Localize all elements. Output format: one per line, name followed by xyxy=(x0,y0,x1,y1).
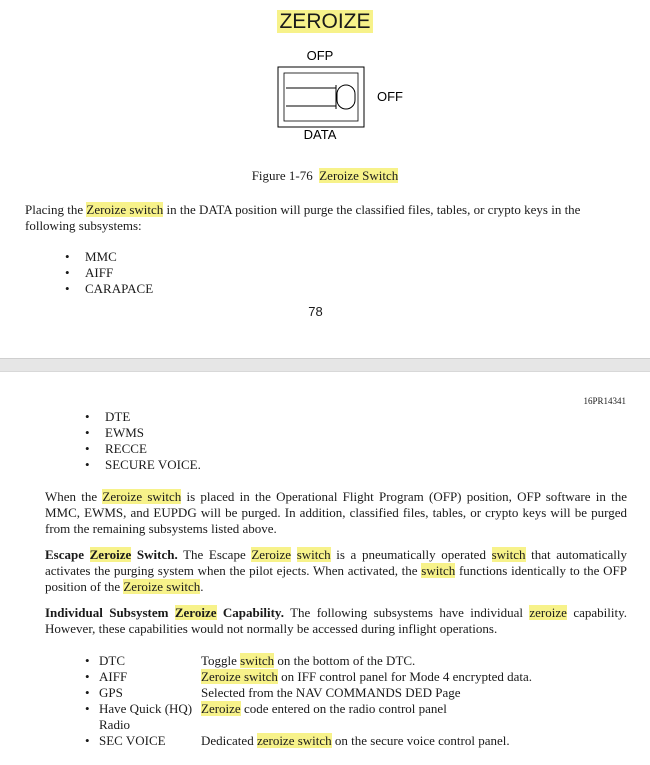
diagram-label-data: DATA xyxy=(303,127,337,142)
switch-lever xyxy=(337,85,355,109)
paragraph-individual-subsystem: Individual Subsystem Zeroize Capability. The following subsystems have individual zeroize capability. However, these capabilities would not normally be accessed during inflight operations. xyxy=(45,605,627,636)
table-row: • GPS Selected from the NAV COMMANDS DED Page xyxy=(85,685,630,701)
paragraph-ofp-position: When the Zeroize switch is placed in the Operational Flight Program (OFP) position, OFP software in the MMC, EWMS, and EUPDG will be purged. In addition, classified files, tables, or crypto keys will be purged from the remaining subsystems listed above. xyxy=(45,489,627,536)
list-item: • EWMS xyxy=(105,425,201,441)
section-heading: Escape Zeroize Switch. xyxy=(45,547,178,562)
figure-title-text: ZEROIZE xyxy=(279,10,371,33)
diagram-label-ofp: OFP xyxy=(306,48,334,63)
list-item: • DTE xyxy=(105,409,201,425)
page-number: 78 xyxy=(308,304,323,319)
diagram-label-off: OFF xyxy=(377,89,403,104)
subsystem-list-2 xyxy=(105,409,201,473)
paragraph-escape-zeroize: Escape Zeroize Switch. The Escape Zeroize switch is a pneumatically operated switch that automatically activates the purging system when the pilot ejects. When activated, the switch functions identically to the OFP position of the Zeroize switch. xyxy=(45,547,628,594)
zeroize-switch-diagram xyxy=(0,40,650,150)
page-separator xyxy=(0,358,650,372)
section-heading: Individual Subsystem Zeroize Capability. xyxy=(45,605,284,620)
table-row: • SEC VOICE Dedicated zeroize switch on the secure voice control panel. xyxy=(85,733,630,749)
figure-caption: Figure 1-76 Zeroize Switch xyxy=(251,168,399,183)
paragraph-placing-switch: Placing the Zeroize switch in the DATA position will purge the classified files, tables, or crypto keys in the following subsystems: xyxy=(25,202,581,233)
list-item: • SECURE VOICE. xyxy=(105,457,201,473)
figure-title xyxy=(0,10,650,34)
list-item: • CARAPACE xyxy=(85,281,153,297)
subsystem-list-1 xyxy=(85,249,153,297)
list-item: • MMC xyxy=(85,249,153,265)
list-item: • RECCE xyxy=(105,441,201,457)
subsystem-capability-table xyxy=(85,653,630,749)
table-row: • AIFF Zeroize switch on IFF control panel for Mode 4 encrypted data. xyxy=(85,669,630,685)
list-item: • AIFF xyxy=(85,265,153,281)
table-row: • DTC Toggle switch on the bottom of the DTC. xyxy=(85,653,630,669)
document-id: 16PR14341 xyxy=(583,396,626,406)
table-row: • Have Quick (HQ) Radio Zeroize code entered on the radio control panel xyxy=(85,701,630,733)
